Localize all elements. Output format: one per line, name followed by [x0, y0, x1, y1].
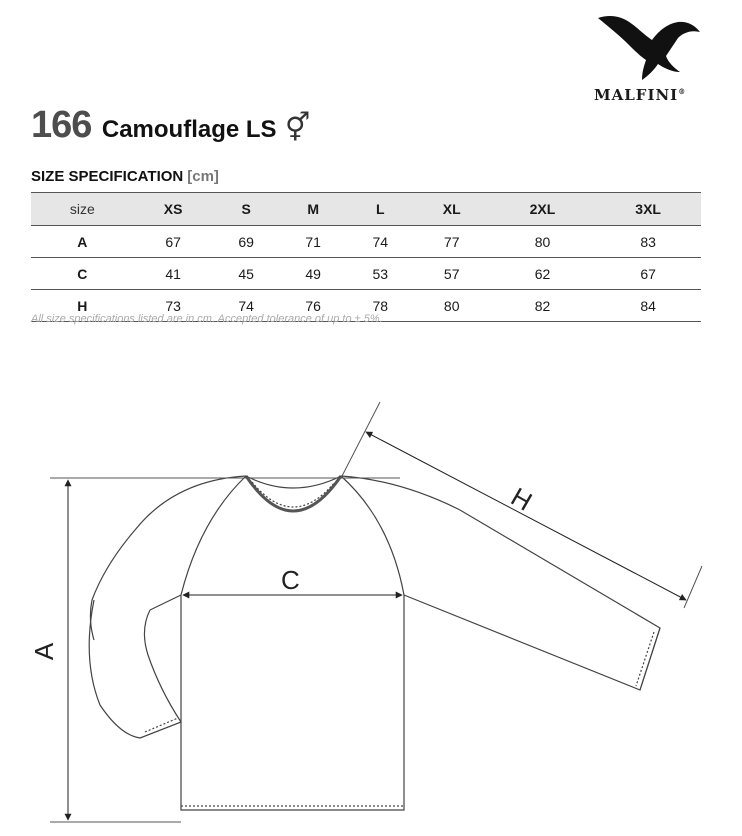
table-cell: 53 [347, 258, 414, 290]
dimension-label-h: H [506, 481, 538, 517]
column-header: 2XL [490, 193, 596, 226]
logo-text: MALFINI® [594, 86, 687, 104]
table-cell: 83 [595, 226, 701, 258]
table-cell: 74 [347, 226, 414, 258]
gender-icon: ⚥ [285, 111, 311, 144]
row-label: A [31, 226, 134, 258]
table-row [31, 226, 701, 258]
product-name: Camouflage LS [101, 116, 277, 143]
table-cell: 67 [595, 258, 701, 290]
dimension-label-c: C [281, 565, 300, 595]
dimension-lines [50, 402, 702, 822]
malfini-logo [592, 10, 712, 104]
table-row [31, 258, 701, 290]
column-header: XS [134, 193, 213, 226]
size-table [31, 192, 701, 322]
tolerance-note: All size specifications listed are in cm. Accepted tolerance of up to ± 5%. [31, 313, 383, 325]
table-cell: 71 [280, 226, 347, 258]
garment-diagram [0, 360, 742, 836]
table-cell: 84 [595, 290, 701, 322]
table-cell: 45 [213, 258, 280, 290]
table-cell: 78 [347, 290, 414, 322]
table-cell: 77 [414, 226, 490, 258]
table-cell: 73 [134, 290, 213, 322]
table-cell: 82 [490, 290, 596, 322]
column-header: size [31, 193, 134, 226]
table-cell: 80 [490, 226, 596, 258]
spec-heading [31, 168, 219, 185]
table-cell: 69 [213, 226, 280, 258]
column-header: S [213, 193, 280, 226]
table-cell: 62 [490, 258, 596, 290]
row-label: H [31, 290, 134, 322]
spec-unit: [cm] [187, 168, 219, 185]
table-cell: 74 [213, 290, 280, 322]
table-cell: 57 [414, 258, 490, 290]
table-header-row [31, 193, 701, 226]
column-header: 3XL [595, 193, 701, 226]
table-cell: 41 [134, 258, 213, 290]
column-header: XL [414, 193, 490, 226]
product-number: 166 [31, 104, 92, 146]
shirt-outline [89, 476, 660, 810]
spec-heading-text: SIZE SPECIFICATION [31, 168, 184, 185]
table-cell: 67 [134, 226, 213, 258]
table-cell: 76 [280, 290, 347, 322]
row-label: C [31, 258, 134, 290]
table-cell: 49 [280, 258, 347, 290]
column-header: M [280, 193, 347, 226]
eagle-icon [596, 10, 700, 82]
dimension-label-a: A [29, 642, 60, 661]
product-title [31, 104, 310, 147]
column-header: L [347, 193, 414, 226]
table-cell: 80 [414, 290, 490, 322]
